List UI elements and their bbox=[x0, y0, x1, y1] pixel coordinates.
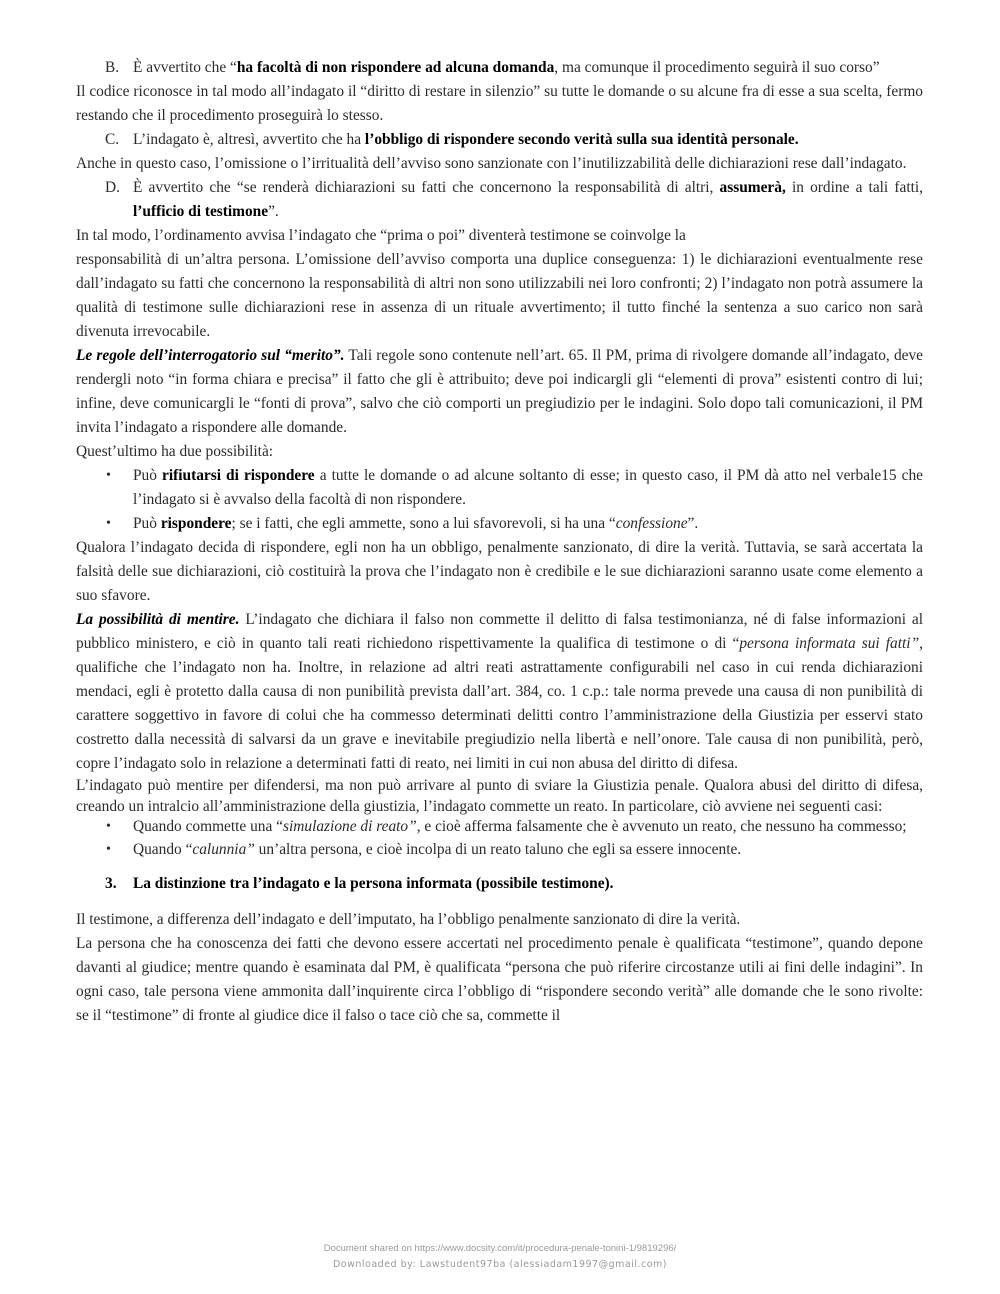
bold-text: rispondere bbox=[160, 515, 232, 532]
section-number: 3. bbox=[105, 874, 117, 892]
bullet-icon: • bbox=[106, 819, 111, 834]
footer-downloaded-by: Downloaded by: Lawstudent97ba (alessiadam1997@gmail.com) bbox=[332, 1259, 667, 1270]
text: Quando “ bbox=[133, 840, 193, 858]
bullet-icon: • bbox=[106, 516, 111, 531]
text: in ordine a tali fatti, bbox=[785, 179, 923, 196]
list-marker: B. bbox=[105, 59, 120, 76]
text: , ma comunque il procedimento seguirà il suo corso” bbox=[554, 59, 880, 76]
text: a tutte le domande o ad alcune soltanto di esse; in questo caso, il PM dà atto nel verbale15 che l’indagato si è avvalso della facoltà di non rispondere. bbox=[133, 467, 923, 508]
bold-text: l’ufficio di testimone bbox=[133, 203, 269, 220]
bullet-icon: • bbox=[106, 841, 111, 857]
bold-text: assumerà, bbox=[719, 179, 786, 196]
text: È avvertito che “se renderà dichiarazioni su fatti che concernono la responsabilità di altri, bbox=[133, 179, 720, 196]
list-marker: C. bbox=[105, 131, 120, 148]
bullet-item bbox=[76, 512, 923, 536]
bullet-item bbox=[76, 838, 923, 862]
bullet-item bbox=[76, 817, 923, 838]
section-heading bbox=[76, 872, 923, 896]
paragraph: In tal modo, l’ordinamento avvisa l’indagato che “prima o poi” diventerà testimone se coinvolge la bbox=[76, 227, 686, 244]
bold-text: ha facoltà di non rispondere ad alcuna domanda bbox=[236, 59, 555, 76]
document-page bbox=[76, 56, 923, 1028]
italic-text: calunnia” bbox=[192, 840, 255, 858]
paragraph: Qualora l’indagato decida di rispondere, egli non ha un obbligo, penalmente sanzionato, di dire la verità. Tuttavia, se sarà accertata la falsità delle sue dichiarazioni, ciò costituirà la prova che l’indagato non è credibile e le sue dichiarazioni saranno usate come elemento a suo sfavore. bbox=[76, 539, 923, 604]
bold-italic-text: La possibilità di mentire. bbox=[76, 611, 240, 628]
text: un’altra persona, e cioè incolpa di un reato taluno che egli sa essere innocente. bbox=[254, 840, 742, 858]
footer-shared-link[interactable]: Document shared on https://www.docsity.com/it/procedura-penale-tonini-1/9819296/ bbox=[323, 1243, 677, 1254]
list-item-d bbox=[76, 176, 923, 224]
paragraph: La persona che ha conoscenza dei fatti che devono essere accertati nel procedimento penale è qualificata “testimone”, quando depone davanti al giudice; mentre quando è esaminata dal PM, è qualificata “persona che può riferire circostanze utili ai fini delle indagini”. In ogni caso, tale persona viene ammonita dall’inquirente circa l’obbligo di “rispondere secondo verità” alle domande che le sono rivolte: se il “testimone” di fronte al giudice dice il falso o tace ciò che sa, commette il bbox=[76, 934, 923, 1024]
paragraph: Il codice riconosce in tal modo all’indagato il “diritto di restare in silenzio” su tutte le domande o su alcune fra di esse a sua scelta, fermo restando che il procedimento proseguirà lo stesso. bbox=[76, 83, 923, 124]
text: L’indagato che dichiara il falso non commette il delitto di falsa testimonianza, né di false informazioni al pubblico ministero, e ciò in quanto tali reati richiedono rispettivamente la qualifica di testimone o di “ bbox=[76, 611, 923, 652]
text: Può bbox=[133, 467, 163, 484]
text: Tali regole sono contenute nell’art. 65. Il PM, prima di rivolgere domande all’indagato, deve rendergli noto “in forma chiara e precisa” il fatto che gli è attribuito; deve poi indicargli gli “elementi di prova” esistenti contro di lui; infine, deve comunicargli le “fonti di prova”, salvo che ciò comporti un pregiudizio per le indagini. Solo dopo tali comunicazioni, il PM invita l’indagato a rispondere alle domande. bbox=[76, 347, 923, 436]
list-item-c bbox=[76, 128, 923, 152]
list-marker: D. bbox=[105, 179, 120, 196]
bold-text: rifiutarsi di rispondere bbox=[162, 467, 315, 484]
paragraph: Il testimone, a differenza dell’indagato e dell’imputato, ha l’obbligo penalmente sanzionato di dire la verità. bbox=[76, 910, 741, 928]
italic-text: confessione bbox=[615, 515, 688, 532]
paragraph: Quest’ultimo ha due possibilità: bbox=[76, 443, 274, 460]
paragraph: L’indagato può mentire per difendersi, ma non può arrivare al punto di sviare la Giustizia penale. Qualora abusi del diritto di difesa, creando un intralcio all’amministrazione della giustizia, l’indagato commette un reato. In particolare, ciò avviene nei seguenti casi: bbox=[76, 777, 923, 815]
italic-text: persona informata sui fatti” bbox=[739, 635, 920, 652]
list-item-b bbox=[76, 56, 923, 80]
italic-text: simulazione di reato” bbox=[283, 818, 417, 835]
text: L’indagato è, altresì, avvertito che ha bbox=[133, 131, 365, 148]
paragraph bbox=[76, 608, 923, 776]
bullet-icon: • bbox=[106, 468, 111, 483]
text: ”. bbox=[268, 203, 279, 220]
text: , qualifiche che l’indagato non ha. Inoltre, in relazione ad altri reati astrattamente configurabili nel caso in cui renda dichiarazioni mendaci, egli è protetto dalla causa di non punibilità prevista dall’art. 384, co. 1 c.p.: tale norma prevede una causa di non punibilità di carattere soggettivo in favore di colui che ha commesso determinati delitti contro l’amministrazione della Giustizia per esservi stato costretto dalla necessità di salvarsi da un grave e inevitabile pregiudizio nella libertà e nell’onore. Tale causa di non punibilità, però, copre l’indagato solo in relazione a determinati fatti di reato, nei limiti in cui non abusa del diritto di difesa. bbox=[76, 635, 923, 772]
bold-text: l’obbligo di rispondere secondo verità sulla sua identità personale. bbox=[364, 131, 799, 148]
paragraph bbox=[76, 344, 923, 440]
paragraph: responsabilità di un’altra persona. L’omissione dell’avviso comporta una duplice conseguenza: 1) le dichiarazioni eventualmente rese dall’indagato su fatti che concernono la responsabilità di altri non sono utilizzabili nei loro confronti; 2) l’indagato non potrà assumere la qualità di testimone sulle dichiarazioni rese in assenza di un rituale avvertimento; il tutto finché la sentenza a suo carico non sarà divenuta irrevocabile. bbox=[76, 251, 923, 340]
bullet-item bbox=[76, 464, 923, 512]
text: Quando commette una “ bbox=[133, 818, 284, 835]
section-title: La distinzione tra l’indagato e la persona informata (possibile testimone). bbox=[133, 874, 614, 892]
text: È avvertito che “ bbox=[133, 59, 237, 76]
text: , e cioè afferma falsamente che è avvenuto un reato, che nessuno ha commesso; bbox=[416, 818, 907, 835]
bold-italic-text: Le regole dell’interrogatorio sul “merito”. bbox=[76, 347, 345, 364]
text: Può bbox=[133, 515, 161, 532]
paragraph: Anche in questo caso, l’omissione o l’irritualità dell’avviso sono sanzionate con l’inutilizzabilità delle dichiarazioni rese dall’indagato. bbox=[76, 155, 907, 172]
text: ; se i fatti, che egli ammette, sono a lui sfavorevoli, si ha una “ bbox=[231, 515, 616, 532]
text: ”. bbox=[687, 515, 699, 532]
